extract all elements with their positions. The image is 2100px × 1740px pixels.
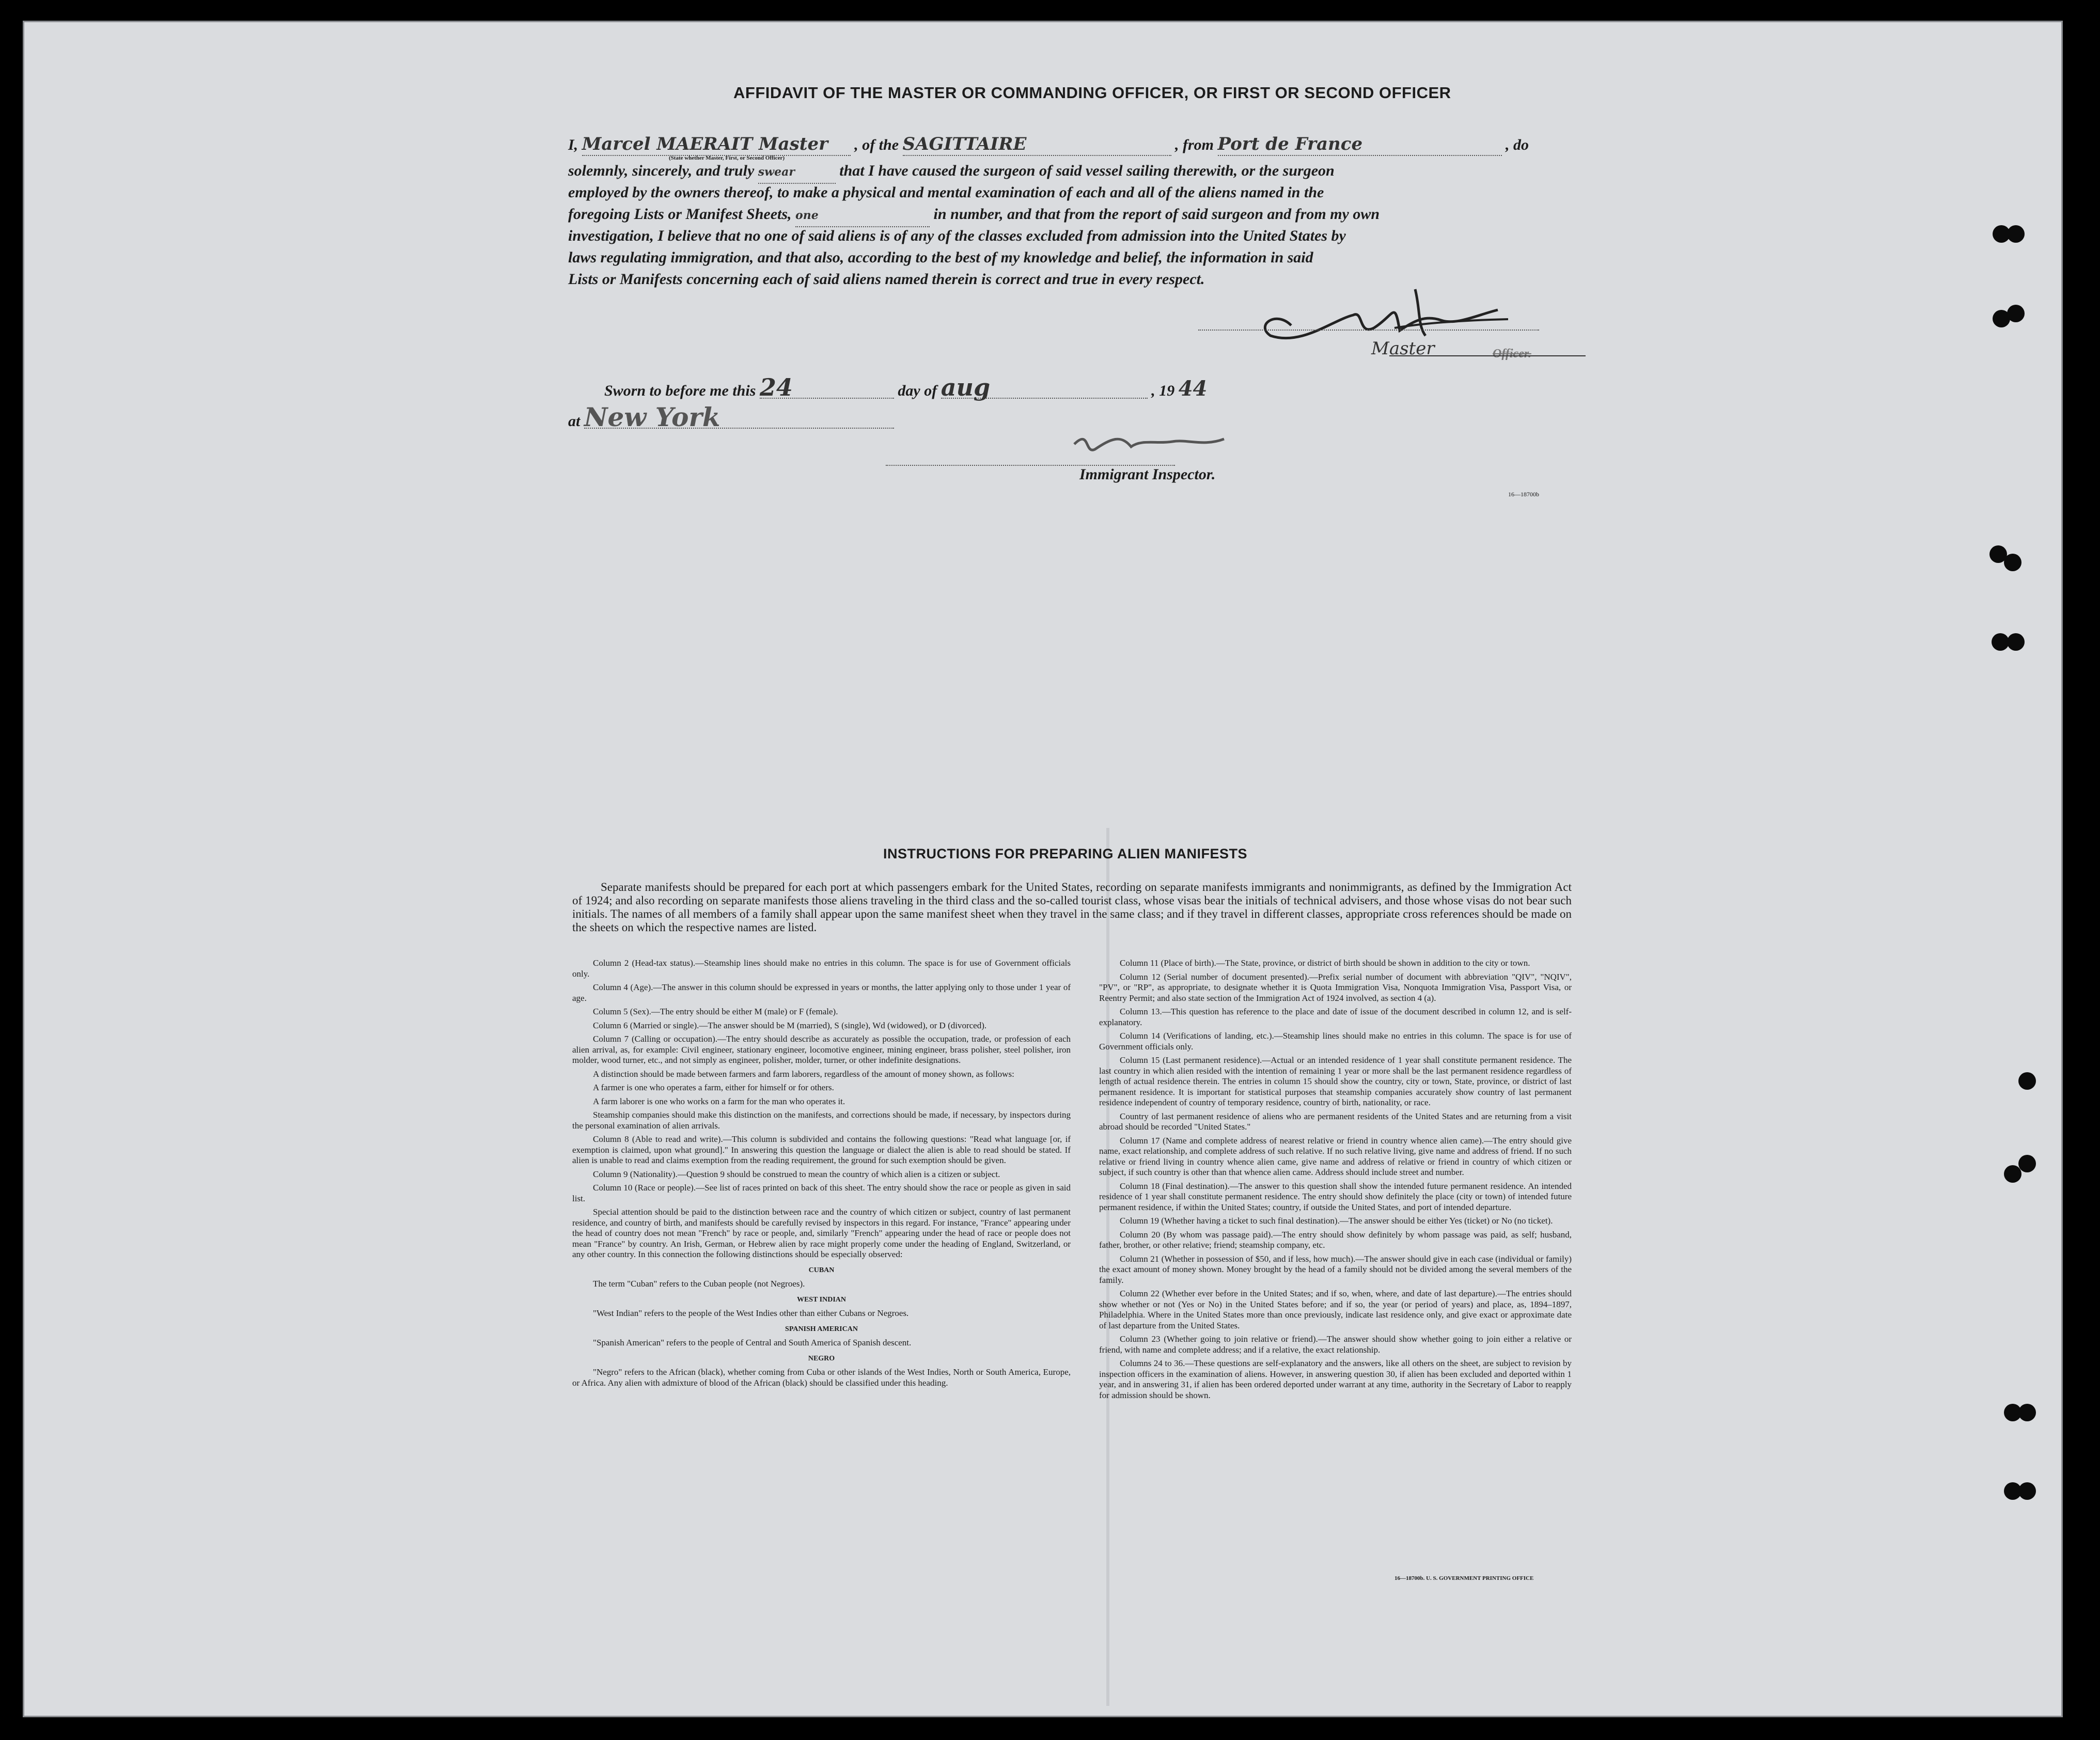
definition-text: "Spanish American" refers to the people of Central and South America of Spanish descent. [593,1338,912,1347]
punch-hole [2004,1165,2021,1183]
definition-heading: CUBAN [808,1266,835,1274]
day-of-label: day of [898,382,937,399]
instruction-paragraph: Column 19 (Whether having a ticket to such final destination).—The answer should be either Yes (ticket) or No (no ticket). [1120,1216,1553,1226]
punch-hole [2004,554,2021,571]
of-the-label: , of the [854,136,899,153]
instruction-paragraph: A farm laborer is one who works on a farm for the man who operates it. [593,1096,845,1106]
instruction-paragraph: Column 12 (Serial number of document presented).—Prefix serial number of document with abbreviation "QIV", "NQIV", "PV", or "RP", as appropriate, to designate whether it is Quota Immigration Visa, Nonquota Immigration Visa, Passport Visa, or Reentry Permit; and also state section of the Immigration Act of 1924 involved, as section 4 (a). [1099,971,1572,1003]
punch-hole [2007,225,2025,243]
signatory-role: Master [1371,338,1435,359]
instructions-intro: Separate manifests should be prepared for each port at which passengers embark for the United States, recording on separate manifests immigrants and nonimmigrants, as defined by the Immigration Act of 1924; and also recording on separate manifests those aliens traveling in the third class and the so-called tourist class, whose visas bear the initials of technical advisers, and those whose visas do not bear such initials. The names of all members of a family shall appear upon the same manifest sheet when they travel in the same class; and if they travel in different classes, appropriate cross references should be made on the sheets on which the respective names are listed. [572,881,1572,934]
instruction-paragraph: Column 13.—This question has reference to the place and date of issue of the document described in column 12, and is self-explanatory. [1099,1007,1572,1027]
line4-a: foregoing Lists or Manifest Sheets, [568,206,792,223]
do-label: , do [1506,136,1529,153]
instruction-paragraph: A farmer is one who operates a farm, either for himself or for others. [593,1083,834,1092]
instruction-paragraph: Column 9 (Nationality).—Question 9 should be construed to mean the country of which alien is a citizen or subject. [593,1169,1000,1179]
instruction-paragraph: Column 4 (Age).—The answer in this column should be expressed in years or months, the latter applying only to those under 1 year of age. [572,982,1071,1003]
swear-field: swear [758,161,836,184]
instruction-paragraph: Column 10 (Race or people).—See list of races printed on back of this sheet. The entry should show the race or people as given in said list. [572,1183,1071,1203]
instruction-paragraph: Steamship companies should make this distinction on the manifests, and corrections should be made, if necessary, by inspectors during the personal examination of alien arrivals. [572,1110,1071,1131]
line2-a: solemnly, sincerely, and truly [568,162,755,179]
day-field: 24 [760,377,894,399]
affidavit-line-2 [568,160,1570,184]
affidavit-line-5: investigation, I believe that no one of said aliens is of any of the classes excluded from admission into the United States by [568,227,1346,244]
instruction-paragraph: Column 7 (Calling or occupation).—The entry should describe as accurately as possible the occupation, trade, or profession of each alien arrival, as, for example: Civil engineer, stationary engineer, locomotive engineer, mining engineer, brass polisher, steel polisher, iron molder, wood turner, etc., and not simply as engineer, polisher, molder, turner, or other indefinite designations. [572,1034,1071,1065]
year-field: 44 [1178,377,1208,401]
affidavit-line-1 [568,133,1570,156]
at-label: at [568,413,581,430]
printing-office-footer: 16—18700b. U. S. GOVERNMENT PRINTING OFFICE [1394,1575,1534,1581]
instruction-paragraph: A distinction should be made between farmers and farm laborers, regardless of the amount of money shown, as follows: [593,1069,1014,1079]
punch-hole [2018,1155,2036,1172]
line4-b: in number, and that from the report of said surgeon and from my own [933,206,1380,223]
definition-text: The term "Cuban" refers to the Cuban people (not Negroes). [593,1279,805,1289]
form-number: 16—18700b [1508,491,1539,498]
punch-hole [2007,633,2025,651]
instruction-paragraph: Column 15 (Last permanent residence).—Actual or an intended residence of 1 year shall constitute permanent residence. The last country in which alien resided with the intention of remaining 1 year or more shall be the last permanent residence regardless of length of actual residence therein. The entries in column 15 should show the country, city or town, State, province, or district of last permanent residence. It is important for statistical purposes that steamship companies accurately show country of last permanent residence independent of country of temporary residence, country of birth, nationality, or race. [1099,1055,1572,1107]
affidavit-title: AFFIDAVIT OF THE MASTER OR COMMANDING OFFICER, OR FIRST OR SECOND OFFICER [733,84,1451,102]
definition-heading: NEGRO [808,1354,835,1362]
definition-heading: WEST INDIAN [796,1295,847,1304]
count-field: one [795,205,930,227]
instruction-paragraph: Column 17 (Name and complete address of nearest relative or friend in country whence alien came).—The entry should give name, exact relationship, and complete address of such relative. If no such relative living, give name and address of friend. If no such relative or friend living in country whence alien came, give name and address of relative or friend in country of which citizen or subject, if such country is other than that whence alien came. Address should include street and number. [1099,1135,1572,1177]
officer-struck: Officer. [1493,347,1531,360]
instruction-paragraph: Column 20 (By whom was passage paid).—The entry should show definitely by whom passage was paid, as self; husband, father, brother, or other relative; friend; steamship company, etc. [1099,1229,1572,1250]
punch-hole [2018,1072,2036,1090]
sworn-line [604,373,1606,402]
instruction-paragraph: Column 2 (Head-tax status).—Steamship lines should make no entries in this column. The space is for use of Government officials only. [572,958,1071,979]
affidavit-line-6: laws regulating immigration, and that also, according to the best of my knowledge and belief, the information in said [568,249,1313,266]
instruction-paragraph: Country of last permanent residence of aliens who are permanent residents of the United States and are returning from a visit abroad should be recorded "United States." [1099,1111,1572,1132]
month-field: aug [941,377,1148,399]
punch-hole [2018,1404,2036,1421]
instructions-title: INSTRUCTIONS FOR PREPARING ALIEN MANIFESTS [883,846,1248,861]
definition-heading: SPANISH AMERICAN [785,1325,858,1333]
master-name-field: Marcel MAERAIT Master [582,133,851,156]
instruction-paragraph: Column 8 (Able to read and write).—This column is subdivided and contains the following questions: "Read what language [or, if exemption is claimed, upon what ground]." In answering this question the language or dialect the alien is able to read should be stated. If alien is unable to read and claims exemption from the reading requirement, the ground for such exemption should be given. [572,1134,1071,1165]
definition-text: "West Indian" refers to the people of the West Indies other than either Cubans or Negroes. [593,1308,909,1318]
sworn-label: Sworn to before me this [604,382,756,399]
punch-hole [1992,633,2009,651]
name-caption: (State whether Master, First, or Second Officer) [669,155,785,161]
instruction-paragraph: Column 18 (Final destination).—The answer to this question shall show the intended future permanent residence. An intended residence of 1 year shall constitute permanent residence. The entry should show definitely the place (city or town) of intended future permanent residence, if within the United States; country, if outside the United States, and port of intended departure. [1099,1181,1572,1212]
role-strike-line [1389,355,1586,356]
instruction-paragraph: Column 5 (Sex).—The entry should be either M (male) or F (female). [593,1007,838,1016]
instruction-paragraph: Special attention should be paid to the distinction between race and the country of which citizen or subject, country of last permanent residence, and country of birth, and manifests should be carefully revised by inspectors in this regard. For instance, "France" appearing under the head of country does not mean "French" by race or people, and, similarly "French" appearing under the head of race or people does not mean "France" by country. An Irish, German, or Hebrew alien by race might properly come under the heading of England, Switzerland, or any other country. In this connection the following distinctions should be especially observed: [572,1207,1071,1259]
instruction-paragraph: Columns 24 to 36.—These questions are self-explanatory and the answers, like all others on the sheet, are subject to revision by inspection officers in the examination of aliens. However, in answering question 30, if alien has been excluded and deported within 1 year, and in answering 31, if alien has been ordered deported under warrant at any time, authority in the Secretary of Labor to reapply for admission should be shown. [1099,1358,1572,1400]
i-label: I, [568,136,578,153]
punch-hole [2018,1482,2036,1500]
instruction-paragraph: Column 23 (Whether going to join relative or friend).—The answer should show whether going to join either a relative or friend, with name and complete address; and if a relative, the exact relationship. [1099,1334,1572,1355]
vessel-name-field: SAGITTAIRE [903,133,1171,156]
instruction-paragraph: Column 11 (Place of birth).—The State, province, or district of birth should be shown in addition to the city or town. [1120,958,1530,968]
affidavit-line-7: Lists or Manifests concerning each of said aliens named therein is correct and true in every respect. [568,271,1205,288]
line2-b: that I have caused the surgeon of said vessel sailing therewith, or the surgeon [839,162,1335,179]
instruction-paragraph: Column 21 (Whether in possession of $50, and if less, how much).—The answer should give in each case (individual or family) the exact amount of money shown. Money brought by the head of a family should not be divided among the several members of the family. [1099,1253,1572,1285]
punch-hole [2007,305,2025,322]
instructions-left-column [572,958,1071,1391]
instructions-right-column [1099,958,1572,1404]
affidavit-line-4 [568,203,1570,227]
place-field: New York [584,407,894,429]
instruction-paragraph: Column 14 (Verifications of landing, etc.).—Steamship lines should make no entries in this column. The space is for use of Government officials only. [1099,1031,1572,1052]
from-label: , from [1175,136,1214,153]
affidavit-line-3: employed by the owners thereof, to make a physical and mental examination of each and all of the aliens named in the [568,184,1324,201]
inspector-signature [1054,418,1250,465]
port-field: Port de France [1218,133,1502,156]
inspector-label: Immigrant Inspector. [1079,466,1216,483]
year-label: , 19 [1151,382,1175,399]
instruction-paragraph: Column 6 (Married or single).—The answer should be M (married), S (single), Wd (widowed), or D (divorced). [593,1020,987,1030]
definition-text: "Negro" refers to the African (black), whether coming from Cuba or other islands of the West Indies, North or South America, Europe, or Africa. Any alien with admixture of blood of the African (black) should be classified under this heading. [572,1367,1071,1388]
signature-line [1198,330,1539,331]
instruction-paragraph: Column 22 (Whether ever before in the United States; and if so, when, where, and date of last departure).—The entries should show whether or not (Yes or No) in the United States before; and if so, the year (or period of years) and place, as, 1894–1897, Philadelphia. Where in the United States more than once previously, indicate last residence only, and give exact or approximate date of last departure from the United States. [1099,1289,1572,1330]
